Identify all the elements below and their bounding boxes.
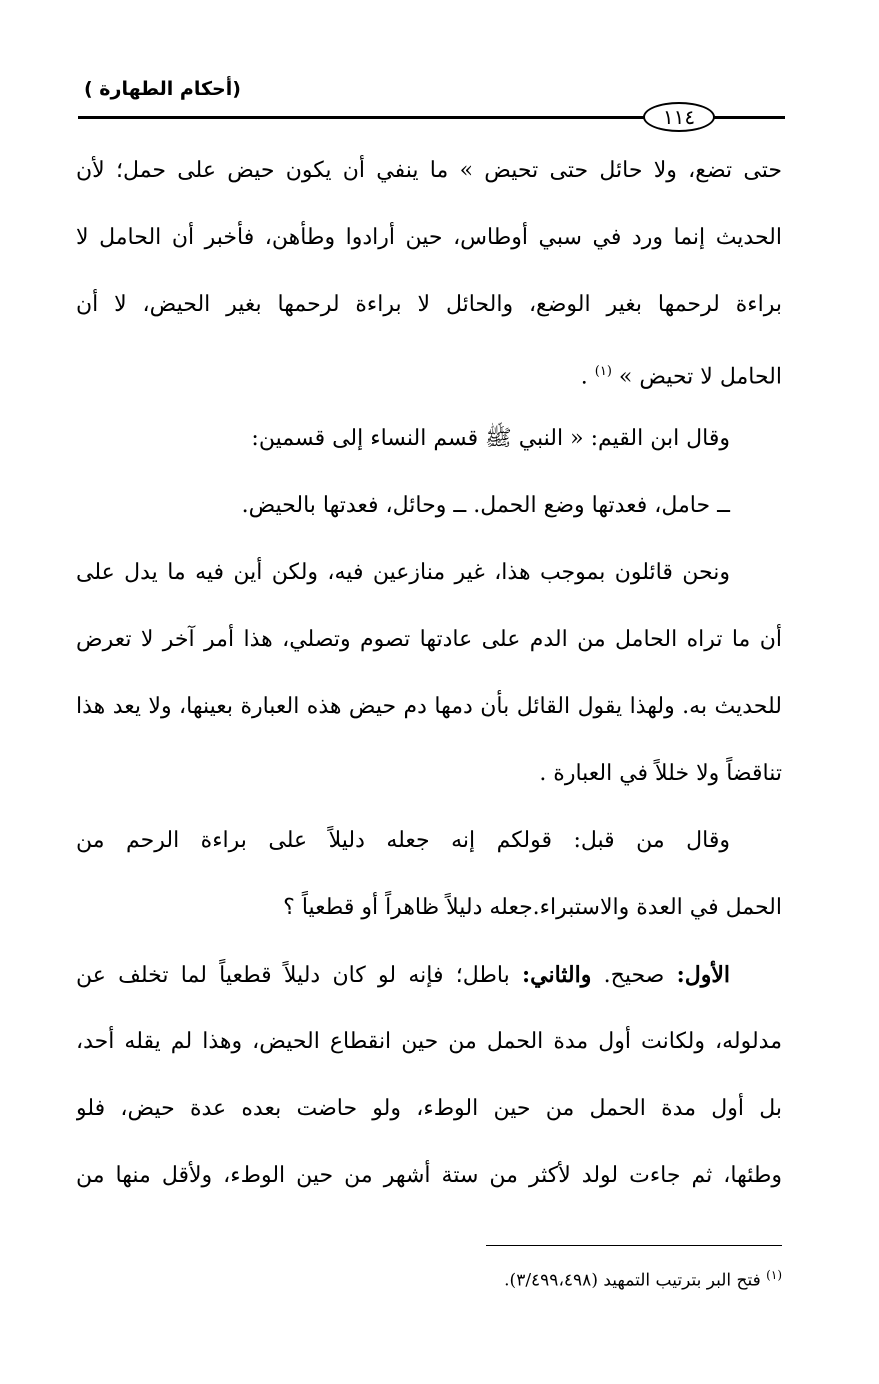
text-line — [76, 349, 782, 416]
text-line: وقال من قبل: قولكم إنه جعله دليلاً على براءة الرحم من — [76, 828, 730, 853]
text-line: براءة لرحمها بغير الوضع، والحائل لا براءة لرحمها بغير الحيض، لا أن — [76, 292, 782, 317]
text-line: الحمل في العدة والاستبراء.جعله دليلاً ظاهراً أو قطعياً ؟ — [283, 895, 782, 920]
text-line: مدلوله، ولكانت أول مدة الحمل من حين انقطاع الحيض، وهذا لم يقله أحد، — [76, 1029, 782, 1054]
text-line: بل أول مدة الحمل من حين الوطء، ولو حاضت بعده عدة حيض، فلو — [76, 1096, 782, 1121]
text-line: حتى تضع، ولا حائل حتى تحيض » ما ينفي أن يكون حيض على حمل؛ لأن — [76, 158, 782, 183]
footnote-marker: (١) — [766, 1268, 782, 1282]
text-line: للحديث به. ولهذا يقول القائل بأن دمها دم حيض هذه العبارة بعينها، ولا يعد هذا — [76, 694, 782, 719]
text-line — [76, 952, 782, 1019]
footnote — [360, 1268, 782, 1291]
page-header — [70, 70, 790, 130]
page-number: ١١٤ — [643, 102, 715, 132]
main-text — [76, 148, 782, 1220]
text-segment: . — [580, 364, 595, 390]
text-line: تناقضاً ولا خللاً في العبارة . — [539, 761, 782, 786]
text-segment: باطل؛ فإنه لو كان دليلاً قطعياً لما تخلف عن — [76, 963, 522, 988]
footnote-reference: (١) — [594, 364, 612, 379]
bold-label: والثاني: — [522, 962, 592, 988]
text-segment: صحيح. — [591, 963, 677, 988]
text-line: ــ حامل، فعدتها وضع الحمل. ــ وحائل، فعدتها بالحيض. — [241, 493, 730, 518]
text-line: أن ما تراه الحامل من الدم على عادتها تصوم وتصلي، هذا أمر آخر لا تعرض — [76, 627, 782, 652]
text-segment: الحامل لا تحيض » — [618, 364, 782, 390]
text-line: وطئها، ثم جاءت لولد لأكثر من ستة أشهر من حين الوطء، ولأقل منها من — [76, 1163, 782, 1188]
text-line: وقال ابن القيم: « النبي ﷺ قسم النساء إلى قسمين: — [251, 426, 730, 451]
footnote-rule — [486, 1245, 782, 1246]
running-title: (أحكام الطهارة ) — [84, 78, 241, 100]
bold-label: الأول: — [676, 962, 730, 988]
text-line: الحديث إنما ورد في سبي أوطاس، حين أرادوا وطأهن، فأخبر أن الحامل لا — [76, 225, 782, 250]
text-line: ونحن قائلون بموجب هذا، غير منازعين فيه، ولكن أين فيه ما يدل على — [76, 560, 730, 585]
footnote-text: فتح البر بترتيب التمهيد (٣/٤٩٩،٤٩٨). — [504, 1270, 767, 1291]
